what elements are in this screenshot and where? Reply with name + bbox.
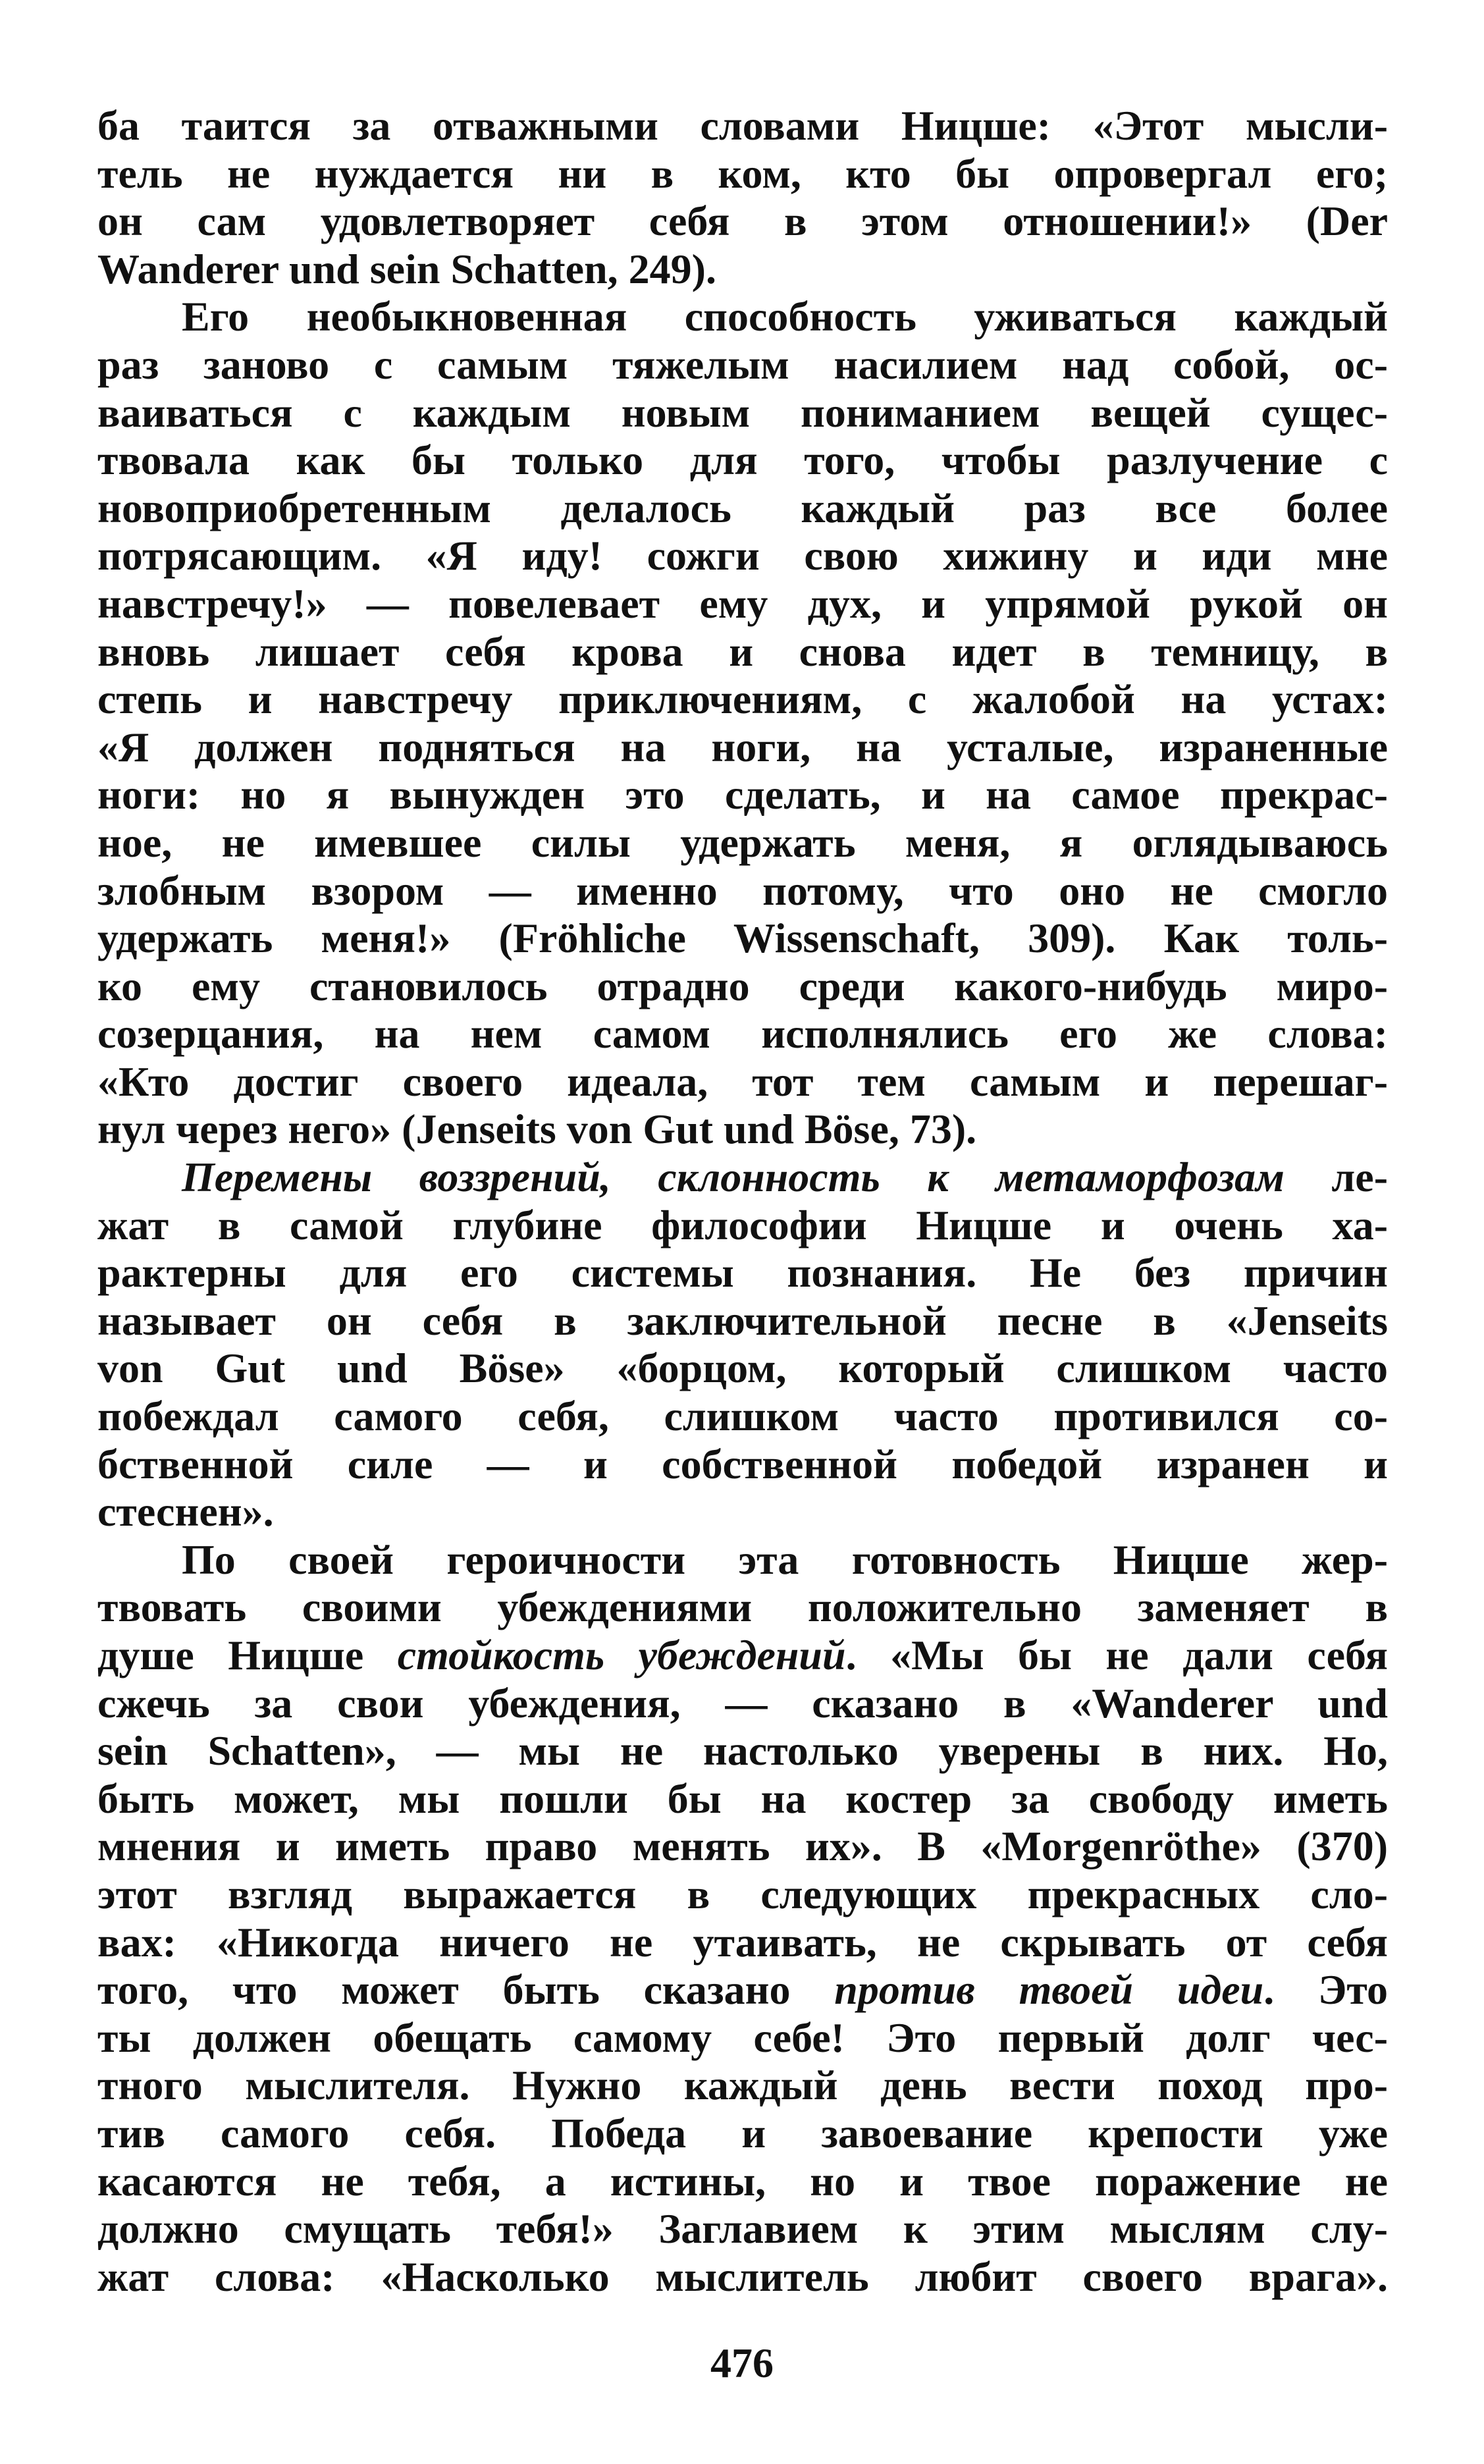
text-line [97, 2205, 1388, 2253]
text-line [97, 1727, 1388, 1775]
text-line [97, 1345, 1388, 1393]
text-line [97, 1393, 1388, 1441]
text-run: называет он себя в заключительной песне в «Jenseits [97, 1297, 1388, 1344]
text-run: «Кто достиг своего идеала, тот тем самым и перешаг- [97, 1058, 1388, 1105]
page-number: 476 [710, 2340, 774, 2386]
text-run: удержать меня!» (Fröhliche Wissenschaft, 309). Как толь- [97, 915, 1388, 962]
text-run: ваиваться с каждым новым пониманием вещей сущес- [97, 388, 1388, 436]
text-run: твовать своими убеждениями положительно заменяет в [97, 1584, 1388, 1631]
text-line [97, 2014, 1388, 2062]
text-line [97, 1058, 1388, 1106]
text-line [97, 1966, 1388, 2014]
text-line [97, 293, 1388, 341]
text-run: сжечь за свои убеждения, — сказано в «Wanderer und [97, 1679, 1388, 1727]
text-line [97, 389, 1388, 437]
text-run: побеждал самого себя, слишком часто противился со- [97, 1393, 1388, 1440]
text-run: вах: «Никогда ничего не утаивать, не скрывать от себя [97, 1918, 1388, 1966]
paragraph [97, 102, 1388, 293]
text-line [97, 2062, 1388, 2110]
text-run: потрясающим. «Я иду! сожги свою хижину и иди мне [97, 532, 1388, 579]
text-run: душе Ницше [97, 1632, 398, 1678]
text-line [97, 485, 1388, 533]
text-run: нул через него» (Jenseits von Gut und Böse, 73). [97, 1106, 977, 1153]
text-line [97, 198, 1388, 246]
text-line [97, 1680, 1388, 1728]
text-line [97, 2110, 1388, 2158]
text-run: мнения и иметь право менять их». В «Morgenröthe» (370) [97, 1823, 1388, 1870]
text-line [97, 1536, 1388, 1584]
text-line [97, 1106, 1388, 1154]
page-text-block [97, 102, 1388, 2301]
text-run: ты должен обещать самому себе! Это первый долг чес- [97, 2014, 1388, 2061]
text-run: тив самого себя. Победа и завоевание крепости уже [97, 2109, 1388, 2156]
text-line [97, 150, 1388, 198]
paragraph [97, 1536, 1388, 2301]
text-run: навстречу!» — повелевает ему дух, и упрямой рукой он [97, 579, 1388, 627]
text-line [97, 724, 1388, 772]
text-line [97, 867, 1388, 915]
text-run: Wanderer und sein Schatten, 249). [97, 245, 716, 292]
text-line [97, 1584, 1388, 1632]
text-line [97, 915, 1388, 963]
text-line [97, 1441, 1388, 1489]
text-line [97, 1249, 1388, 1297]
text-line [97, 2253, 1388, 2301]
text-run: степь и навстречу приключениям, с жалобой на устах: [97, 676, 1388, 723]
text-run: тель не нуждается ни в ком, кто бы опровергал его; [97, 149, 1388, 197]
text-run: новоприобретенным делалось каждый раз все более [97, 484, 1388, 531]
text-line [97, 2158, 1388, 2206]
text-run: бственной силе — и собственной победой изранен и [97, 1440, 1388, 1487]
text-run: он сам удовлетворяет себя в этом отношении!» (Der [97, 198, 1388, 245]
text-line [97, 1154, 1388, 1202]
text-line [97, 771, 1388, 819]
text-run: вновь лишает себя крова и снова идет в темницу, в [97, 628, 1388, 675]
text-line [97, 532, 1388, 580]
text-line [97, 1632, 1388, 1680]
text-run: sein Schatten», — мы не настолько уверены в них. Но, [97, 1727, 1388, 1775]
text-run: ле- [1284, 1154, 1388, 1201]
text-run: должно смущать тебя!» Заглавием к этим мыслям слу- [97, 2205, 1388, 2253]
text-run: ко ему становилось отрадно среди какого-нибудь миро- [97, 962, 1388, 1009]
italic-emphasis: стойкость убеждений [397, 1632, 846, 1678]
text-line [97, 1871, 1388, 1919]
text-run: . Это [1263, 1966, 1388, 2014]
text-line [97, 1297, 1388, 1345]
text-line [97, 1202, 1388, 1250]
text-line [97, 1919, 1388, 1967]
paragraph [97, 293, 1388, 1154]
text-run: ба таится за отважными словами Ницше: «Этот мысли- [97, 102, 1388, 149]
text-line [97, 1488, 1388, 1536]
text-run: раз заново с самым тяжелым насилием над собой, ос- [97, 340, 1388, 388]
text-line [97, 819, 1388, 867]
italic-emphasis: против твоей идеи [834, 1966, 1264, 2014]
text-line [97, 628, 1388, 676]
text-line [97, 246, 1388, 294]
text-run: быть может, мы пошли бы на костер за свободу иметь [97, 1775, 1388, 1822]
text-run: злобным взором — именно потому, что оно не смогло [97, 867, 1388, 914]
text-line [97, 676, 1388, 724]
text-line [97, 1823, 1388, 1871]
text-run: жат слова: «Насколько мыслитель любит своего врага». [97, 2253, 1388, 2300]
text-line [97, 963, 1388, 1011]
text-run: жат в самой глубине философии Ницше и очень ха- [97, 1201, 1388, 1248]
text-run: этот взгляд выражается в следующих прекрасных сло- [97, 1870, 1388, 1917]
text-run: касаются не тебя, а истины, но и твое поражение не [97, 2157, 1388, 2205]
text-line [97, 1010, 1388, 1058]
text-run: твовала как бы только для того, чтобы разлучение с [97, 437, 1388, 484]
text-run: . «Мы бы не дали себя [845, 1632, 1388, 1678]
text-run: ное, не имевшее силы удержать меня, я оглядываюсь [97, 818, 1388, 866]
text-run: von Gut und Böse» «борцом, который слишком часто [97, 1345, 1388, 1392]
paragraph [97, 1154, 1388, 1536]
text-line [97, 437, 1388, 485]
text-run: стеснен». [97, 1488, 274, 1536]
text-line [97, 580, 1388, 628]
text-run: Его необыкновенная способность уживаться каждый [182, 293, 1388, 340]
italic-emphasis: Перемены воззрений, склонность к метаморфозам [182, 1154, 1285, 1201]
text-line [97, 102, 1388, 150]
text-run: тного мыслителя. Нужно каждый день вести поход про- [97, 2062, 1388, 2109]
text-run: рактерны для его системы познания. Не без причин [97, 1249, 1388, 1297]
text-run: По своей героичности эта готовность Ницше жер- [182, 1536, 1388, 1583]
text-line [97, 1775, 1388, 1823]
text-run: «Я должен подняться на ноги, на усталые, израненные [97, 723, 1388, 770]
text-run: созерцания, на нем самом исполнялись его же слова: [97, 1010, 1388, 1058]
text-line [97, 341, 1388, 389]
text-run: ноги: но я вынужден это сделать, и на самое прекрас- [97, 771, 1388, 818]
text-run: того, что может быть сказано [97, 1966, 835, 2014]
